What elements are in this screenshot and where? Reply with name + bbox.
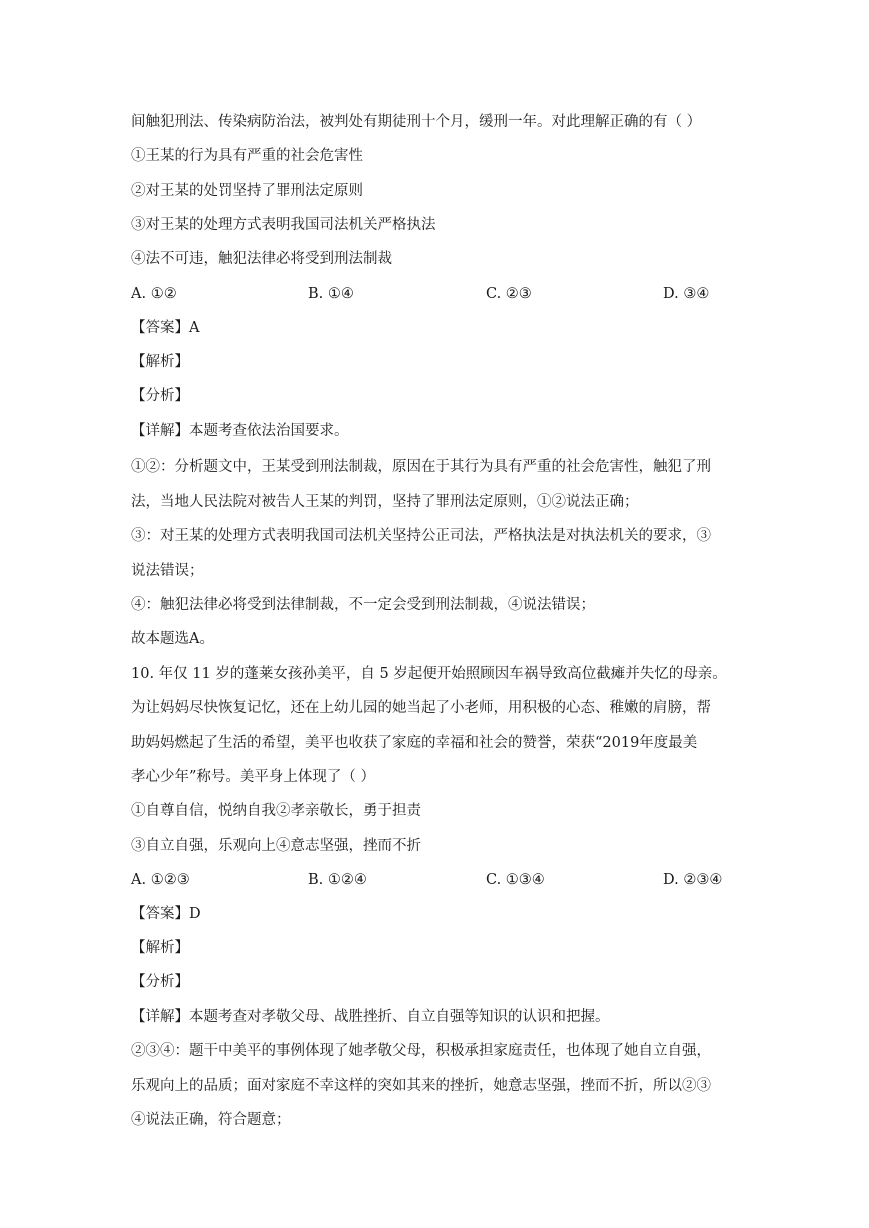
q10-option-a: A. ①②③ bbox=[131, 872, 190, 888]
q10-stem-line-2: 为让妈妈尽快恢复记忆，还在上幼儿园的她当起了小老师，用积极的心态、稚嫩的肩膀，帮 bbox=[131, 700, 711, 716]
q9-jiexi-heading: 【解析】 bbox=[131, 354, 189, 370]
q9-option-d: D. ③④ bbox=[663, 286, 710, 302]
q9-explain-line-2: 法，当地人民法院对被告人王某的判罚，坚持了罪刑法定原则，①②说法正确； bbox=[131, 494, 639, 510]
q10-explain-line-2: 乐观向上的品质；面对家庭不幸这样的突如其来的挫折，她意志坚强，挫而不折，所以②③ bbox=[131, 1078, 711, 1094]
q10-explain-line-3: ④说法正确，符合题意； bbox=[131, 1112, 291, 1128]
q9-explain-line-4: 说法错误； bbox=[131, 563, 204, 579]
q10-options bbox=[131, 870, 751, 890]
q10-explain-line-1: ②③④：题干中美平的事例体现了她孝敬父母，积极承担家庭责任，也体现了她自立自强， bbox=[131, 1043, 711, 1059]
q9-statement-3: ③对王某的处理方式表明我国司法机关严格执法 bbox=[131, 217, 436, 233]
q10-xiangjie: 【详解】本题考查对孝敬父母、战胜挫折、自立自强等知识的认识和把握。 bbox=[131, 1009, 610, 1025]
q9-fenxi-heading: 【分析】 bbox=[131, 388, 189, 404]
q9-statement-4: ④法不可违，触犯法律必将受到刑法制裁 bbox=[131, 251, 392, 267]
q10-stem-line-3: 助妈妈燃起了生活的希望，美平也收获了家庭的幸福和社会的赞誉，荣获“2019年度最美 bbox=[131, 735, 698, 751]
q9-stem-tail: 间触犯刑法、传染病防治法，被判处有期徒刑十个月，缓刑一年。对此理解正确的有（ ） bbox=[131, 114, 702, 130]
q10-option-d: D. ②③④ bbox=[663, 872, 723, 888]
q9-option-c: C. ②③ bbox=[486, 286, 532, 302]
q9-xiangjie: 【详解】本题考查依法治国要求。 bbox=[131, 423, 349, 439]
q10-fenxi-heading: 【分析】 bbox=[131, 974, 189, 990]
q9-option-b: B. ①④ bbox=[308, 286, 354, 302]
q10-answer: 【答案】D bbox=[131, 906, 201, 922]
q10-statement-line-2: ③自立自强，乐观向上④意志坚强，挫而不折 bbox=[131, 838, 421, 854]
q9-conclusion: 故本题选A。 bbox=[131, 631, 214, 647]
q10-jiexi-heading: 【解析】 bbox=[131, 940, 189, 956]
q10-stem-line-1: 10. 年仅 11 岁的蓬莱女孩孙美平，自 5 岁起便开始照顾因车祸导致高位截瘫并失忆的母亲。 bbox=[131, 666, 727, 682]
q9-explain-line-3: ③：对王某的处理方式表明我国司法机关坚持公正司法，严格执法是对执法机关的要求，③ bbox=[131, 528, 711, 544]
q9-explain-line-1: ①②：分析题文中，王某受到刑法制裁，原因在于其行为具有严重的社会危害性，触犯了刑 bbox=[131, 459, 711, 475]
q10-stem-line-4: 孝心少年”称号。美平身上体现了（ ） bbox=[131, 769, 376, 785]
q9-options bbox=[131, 284, 751, 304]
q9-statement-1: ①王某的行为具有严重的社会危害性 bbox=[131, 148, 363, 164]
q9-option-a: A. ①② bbox=[131, 286, 177, 302]
q9-statement-2: ②对王某的处罚坚持了罪刑法定原则 bbox=[131, 183, 363, 199]
q9-answer: 【答案】A bbox=[131, 320, 200, 336]
q9-explain-line-5: ④：触犯法律必将受到法律制裁，不一定会受到刑法制裁，④说法错误； bbox=[131, 597, 595, 613]
q10-option-c: C. ①③④ bbox=[486, 872, 545, 888]
q10-option-b: B. ①②④ bbox=[308, 872, 367, 888]
q10-statement-line-1: ①自尊自信，悦纳自我②孝亲敬长，勇于担责 bbox=[131, 803, 421, 819]
